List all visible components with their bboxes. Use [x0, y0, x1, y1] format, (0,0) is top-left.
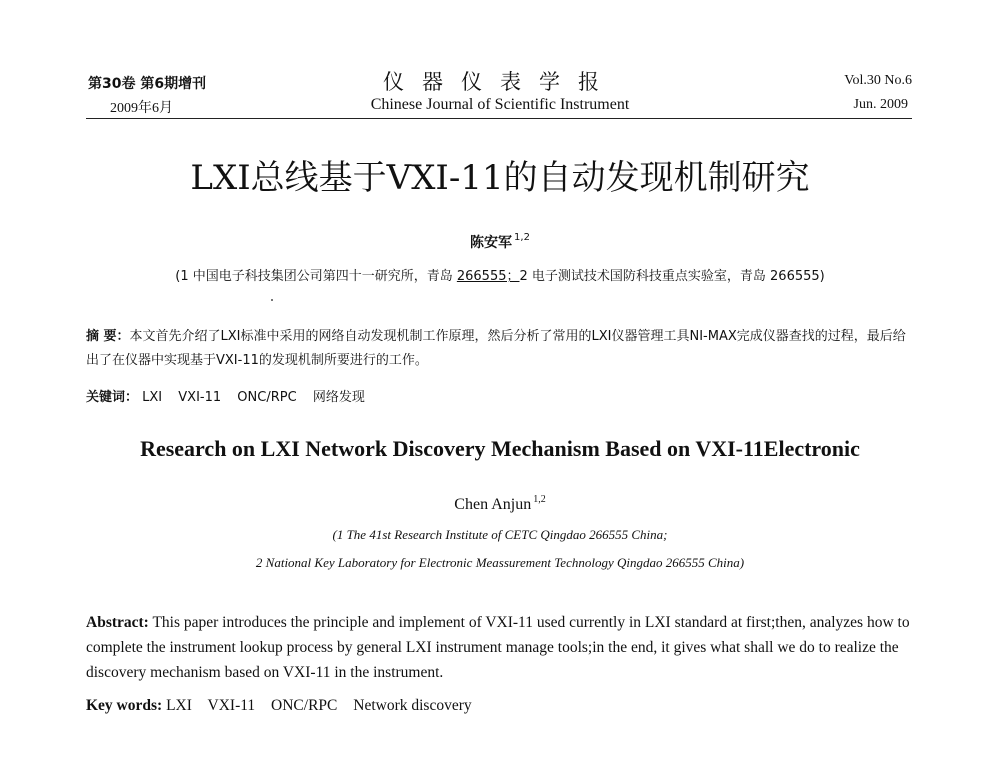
keyword-en: ONC/RPC — [271, 697, 338, 714]
keyword-cn: LXI — [142, 390, 163, 405]
abstract-cn-label: 摘 要： — [86, 329, 130, 344]
abstract-cn-text: 本文首先介绍了LXI标准中采用的网络自动发现机制工作原理，然后分析了常用的LXI仪器管理工具NI-MAX完成仪器查找的过程，最后给出了在仪器中实现基于VXI-11的发现机制所要进行的工作。 — [86, 329, 906, 368]
author-name-cn: 陈安军 — [470, 235, 513, 251]
abstract-cn — [86, 325, 916, 373]
author-name-en: Chen Anjun — [454, 496, 532, 513]
abstract-en-label: Abstract: — [86, 614, 149, 631]
author-cn — [0, 232, 1000, 252]
affiliation-cn-part2: 2 电子测试技术国防科技重点实验室，青岛 266555 — [519, 269, 820, 284]
keyword-cn: ONC/RPC — [237, 390, 297, 405]
journal-title-cn: 仪器仪表学报 — [383, 70, 617, 94]
abstract-en-text: This paper introduces the principle and implement of VXI-11 used currently in LXI standard at first;then, analyzes how to complete the instrument lookup process by general LXI instrument manage tools;in the end, it gives what shall we do to realize the discovery mechanism based on VXI-11 in the instrument. — [86, 614, 910, 681]
author-sup-cn: 1,2 — [514, 232, 530, 243]
keywords-cn-label: 关键词： — [86, 390, 139, 405]
header-volume-cn: 第30卷 第6期增刊 — [88, 76, 207, 92]
affiliation-en-line1: (1 The 41st Research Institute of CETC Qingdao 266555 China; — [332, 527, 668, 542]
affiliation-cn — [0, 265, 1000, 284]
header-date-en: Jun. 2009 — [853, 97, 908, 112]
header-volume-en: Vol.30 No.6 — [844, 73, 912, 88]
author-sup-en: 1,2 — [533, 494, 546, 505]
keyword-cn: 网络发现 — [312, 390, 365, 405]
affiliation-cn-part1: 1 中国电子科技集团公司第四十一研究所，青岛 — [180, 269, 457, 284]
author-en — [0, 494, 1000, 514]
header-rule — [86, 118, 912, 119]
paper-title-cn: LXI总线基于VXI-11的自动发现机制研究 — [190, 158, 810, 198]
keywords-cn — [86, 386, 377, 405]
affiliation-cn-open: ( — [175, 269, 181, 284]
keywords-en — [86, 697, 484, 715]
header-date-cn: 2009年6月 — [110, 101, 173, 116]
affiliation-cn-close: ) — [819, 269, 825, 284]
affiliation-en-line2: 2 National Key Laboratory for Electronic Meassurement Technology Qingdao 266555 China) — [255, 555, 745, 570]
paper-title-en: Research on LXI Network Discovery Mechanism Based on VXI-11Electronic — [140, 436, 860, 461]
abstract-en — [86, 610, 916, 685]
keyword-en: LXI — [166, 697, 192, 714]
affiliation-cn-zip1: 266555； — [456, 269, 520, 284]
keyword-cn: VXI-11 — [178, 390, 222, 405]
journal-title-en: Chinese Journal of Scientific Instrument — [370, 96, 630, 113]
stray-mark — [271, 299, 273, 301]
keywords-en-label: Key words: — [86, 697, 163, 714]
keyword-en: VXI-11 — [207, 697, 256, 714]
keyword-en: Network discovery — [353, 697, 472, 714]
